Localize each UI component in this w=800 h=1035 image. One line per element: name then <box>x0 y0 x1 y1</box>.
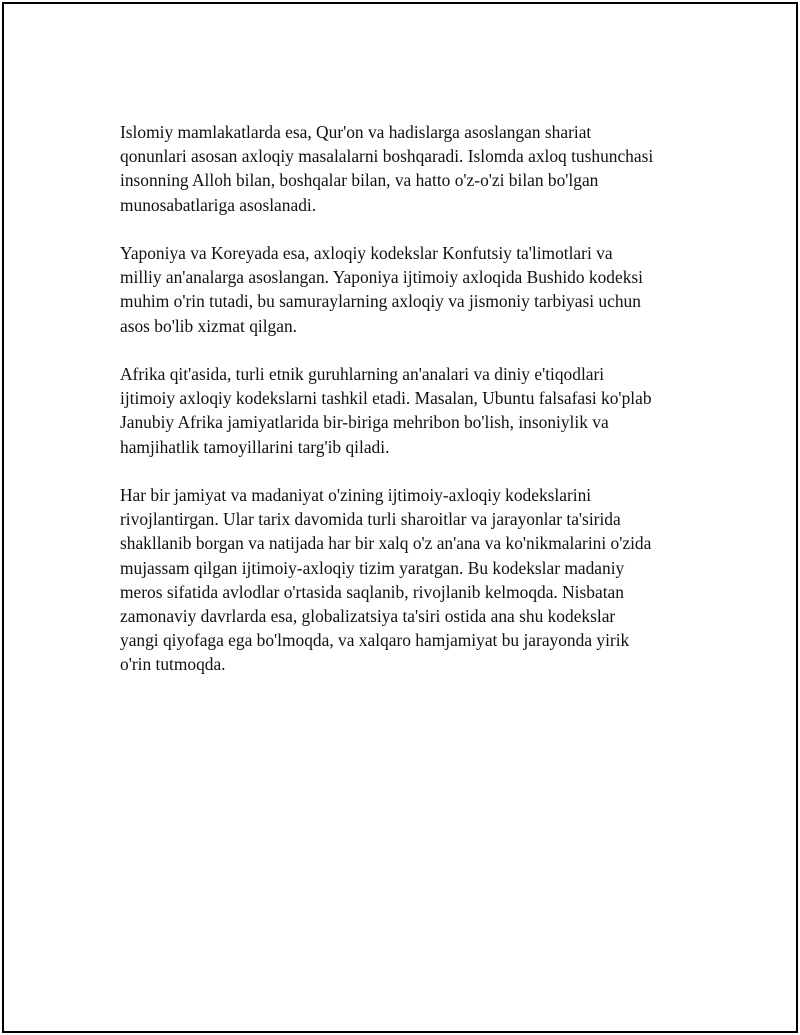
text-line: ijtimoiy axloqiy kodekslarni tashkil etadi. Masalan, Ubuntu falsafasi ko'plab <box>120 388 652 409</box>
paragraph-every-society <box>120 483 700 677</box>
text-line: milliy an'analarga asoslangan. Yaponiya ijtimoiy axloqida Bushido kodeksi <box>120 267 644 288</box>
text-line: munosabatlariga asoslanadi. <box>120 194 317 215</box>
text-line: zamonaviy davrlarda esa, globalizatsiya ta'siri ostida ana shu kodekslar <box>120 606 616 627</box>
text-line: Har bir jamiyat va madaniyat o'zining ijtimoiy-axloqiy kodekslarini <box>120 485 592 505</box>
text-line: yangi qiyofaga ega bo'lmoqda, va xalqaro hamjamiyat bu jarayonda yirik <box>120 630 630 651</box>
document-body <box>120 120 700 701</box>
text-line: mujassam qilgan ijtimoiy-axloqiy tizim yaratgan. Bu kodekslar madaniy <box>120 557 625 578</box>
text-line: insonning Alloh bilan, boshqalar bilan, va hatto o'z-o'zi bilan bo'lgan <box>120 170 599 191</box>
paragraph-africa <box>120 362 700 459</box>
text-line: Janubiy Afrika jamiyatlarida bir-biriga mehribon bo'lish, insoniylik va <box>120 412 609 433</box>
text-line: hamjihatlik tamoyillarini targ'ib qiladi. <box>120 436 390 457</box>
text-line: qonunlari asosan axloqiy masalalarni boshqaradi. Islomda axloq tushunchasi <box>120 146 654 167</box>
text-line: Afrika qit'asida, turli etnik guruhlarning an'analari va diniy e'tiqodlari <box>120 364 605 384</box>
text-line: Islomiy mamlakatlarda esa, Qur'on va hadislarga asoslangan shariat <box>120 122 592 142</box>
paragraph-islamic-countries <box>120 120 700 217</box>
paragraph-japan-korea <box>120 241 700 338</box>
page-border-frame <box>2 2 798 1033</box>
text-line: asos bo'lib xizmat qilgan. <box>120 315 298 336</box>
text-line: Yaponiya va Koreyada esa, axloqiy kodekslar Konfutsiy ta'limotlari va <box>120 243 613 263</box>
text-line: muhim o'rin tutadi, bu samuraylarning axloqiy va jismoniy tarbiyasi uchun <box>120 291 641 312</box>
text-line: rivojlantirgan. Ular tarix davomida turli sharoitlar va jarayonlar ta'sirida <box>120 509 621 530</box>
text-line: meros sifatida avlodlar o'rtasida saqlanib, rivojlanib kelmoqda. Nisbatan <box>120 581 624 602</box>
text-line: o'rin tutmoqda. <box>120 654 226 675</box>
text-line: shakllanib borgan va natijada har bir xalq o'z an'ana va ko'nikmalarini o'zida <box>120 533 652 554</box>
